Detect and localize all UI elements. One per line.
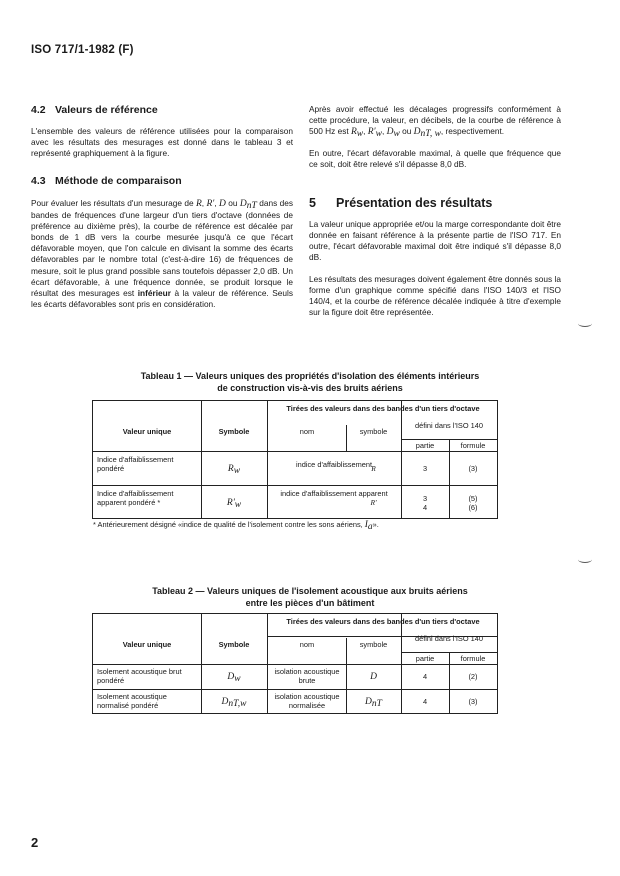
t1-header-defined: défini dans l'ISO 140	[415, 421, 483, 430]
t2-header-formule: formule	[460, 654, 486, 663]
section-4-2-paragraph: L'ensemble des valeurs de référence utilisées pour la comparaison avec les résultats des mesurages est donné dans le tableau 3 et représenté graphiquement à la figure.	[31, 126, 293, 159]
table-2	[92, 613, 498, 714]
t1-header-symbole: symbole	[359, 427, 388, 436]
t2-row2-formule: (3)	[468, 697, 478, 706]
t2-row2-symbol: $D_{nT,w}$	[221, 697, 247, 709]
table-2-caption: Tableau 2 — Valeurs uniques de l'isolement acoustique aux bruits aériens entre les pièces d'un bâtiment	[152, 586, 468, 608]
t2-header-derived: Tirées des valeurs dans des bandes d'un tiers d'octave	[286, 617, 480, 626]
t1-row1-nom: indice d'affaiblissement	[295, 460, 373, 469]
t2-row1-single: Isolement acoustique brut pondéré	[97, 667, 182, 685]
t2-row1-s: D	[370, 672, 377, 682]
t1-row1-symbol: $R_w$	[227, 464, 241, 476]
t1-row1-s: R	[371, 464, 376, 473]
t2-header-symbole: symbole	[359, 640, 388, 649]
t2-header-single: Valeur unique	[122, 640, 172, 649]
t1-row2-nom: indice d'affaiblissement apparent	[280, 489, 388, 498]
page-number: 2	[31, 835, 39, 850]
t2-row1-symbol: $D_w$	[227, 672, 241, 684]
margin-mark	[578, 320, 592, 327]
right-paragraph-2: En outre, l'écart défavorable maximal, à quelle que fréquence que ce soit, doit être relevé s'il dépasse 8,0 dB.	[309, 148, 561, 170]
t2-header-partie: partie	[415, 654, 435, 663]
t2-row2-single: Isolement acoustique normalisé pondéré	[97, 692, 167, 710]
t1-row2-symbol: $R'_w$	[226, 498, 242, 510]
t1-header-partie: partie	[415, 441, 435, 450]
t2-row1-partie: 4	[422, 672, 428, 681]
t1-header-nom: nom	[299, 427, 315, 436]
section-4-3-heading: 4.3 Méthode de comparaison	[31, 175, 182, 187]
section-4-3-paragraph: Pour évaluer les résultats d'un mesurage de R, R', D ou $D_{nT}$ dans des bandes de fréquences d'une largeur d'un tiers d'octave (données de préférence au dixième près), la courbe de référence est décalée par bonds de 1 dB vers la courbe mesurée jusqu'à ce que l'écart défavorable moyen, que l'on calcule en divisant la somme des écarts défavorables par le nombre total (c'est-à-dire 16) de fréquences de mesure, soit le plus grand possible sans toutefois dépasser 2,0 dB. Un écart défavorable, à une fréquence donnée, se produit lorsque le résultat des mesurages est inférieur à la valeur de référence. Seuls les écarts défavorables sont pris en considération.	[31, 198, 293, 309]
margin-mark-2	[578, 556, 592, 563]
section-5-paragraph-2: Les résultats des mesurages doivent également être donnés sous la forme d'un graphique comme spécifié dans l'ISO 140/3 et l'ISO 140/4, et la courbe de référence décalée indiquée à titre d'exemple sur la figure doit être représentée.	[309, 274, 561, 318]
t2-row2-s: $D_{nT}$	[365, 697, 382, 709]
t1-header-formule: formule	[460, 441, 486, 450]
t2-header-defined: défini dans l'ISO 140	[415, 634, 483, 643]
section-4-2-heading: 4.2 Valeurs de référence	[31, 104, 158, 116]
t1-row2-single: Indice d'affaiblissement apparent pondéré *	[97, 489, 174, 507]
right-paragraph-1: Après avoir effectué les décalages progressifs conformément à cette procédure, la valeur, en décibels, de la courbe de référence à 500 Hz est $R_w$, $R'_w$, $D_w$ ou $D_{nT, w}$, respectivement.	[309, 104, 561, 140]
table-1-footnote: * Antérieurement désigné «indice de qualité de l'isolement contre les sons aériens, $I_a$».	[93, 520, 379, 532]
t1-row1-formule: (3)	[468, 464, 478, 473]
t2-row2-nom: isolation acoustique normalisée	[274, 692, 340, 710]
t1-header-symbol: Symbole	[218, 427, 250, 436]
table-1	[92, 400, 498, 519]
t1-header-derived: Tirées des valeurs dans des bandes d'un tiers d'octave	[286, 404, 480, 413]
t2-row2-partie: 4	[422, 697, 428, 706]
section-5-paragraph-1: La valeur unique appropriée et/ou la marge correspondante doit être donnée en faisant référence à la présente partie de l'ISO 717. En outre, l'écart défavorable maximal doit être indiqué s'il dépasse 8,0 dB.	[309, 219, 561, 263]
section-5-heading: 5 Présentation des résultats	[309, 196, 493, 210]
t1-row1-partie: 3	[422, 464, 428, 473]
t2-header-symbol: Symbole	[218, 640, 250, 649]
t1-header-single: Valeur unique	[122, 427, 172, 436]
document-header: ISO 717/1-1982 (F)	[31, 44, 134, 56]
t2-row1-nom: isolation acoustique brute	[274, 667, 340, 685]
t1-row2-s: R'	[370, 498, 377, 507]
table-1-caption: Tableau 1 — Valeurs uniques des propriétés d'isolation des éléments intérieurs de construction vis-à-vis des bruits aériens	[140, 371, 480, 393]
t2-row1-formule: (2)	[468, 672, 478, 681]
t1-row2-partie: 3 4	[422, 494, 428, 512]
t1-row2-formule: (5) (6)	[468, 494, 478, 512]
t2-header-nom: nom	[299, 640, 315, 649]
t1-row1-single: Indice d'affaiblissement pondéré	[97, 455, 174, 473]
